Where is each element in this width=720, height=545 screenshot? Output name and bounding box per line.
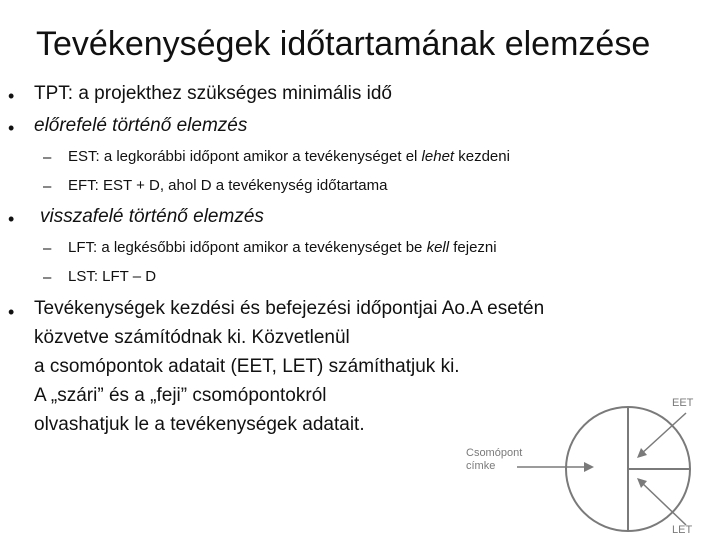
dash-marker: – — [43, 149, 52, 166]
bullet-dot: • — [8, 118, 15, 138]
paragraph-line: A „szári” és a „feji” csomópontokról — [34, 385, 327, 406]
bullet-forward-text: előrefelé történő elemzés — [34, 115, 248, 136]
node-label-line: címke — [466, 460, 496, 472]
sub-bullet-lst: LST: LFT – D — [68, 268, 157, 285]
bullet-backward-analysis — [40, 201, 264, 233]
bullet-dot: • — [8, 86, 15, 106]
bullet-dot: • — [8, 302, 15, 322]
lft-text-start: LFT: a legkésőbbi időpont amikor a tevékenységet be — [68, 239, 427, 256]
node-label-line: Csomópont — [466, 447, 523, 459]
lft-text-emphasis: kell — [426, 239, 450, 256]
dash-marker: – — [43, 240, 52, 257]
node-label-caption — [466, 447, 522, 473]
lft-text-end: fejezni — [449, 239, 497, 256]
paragraph-line: Tevékenységek kezdési és befejezési időpontjai Ao.A esetén — [34, 298, 545, 319]
sub-bullet-lft — [68, 233, 497, 263]
node-diagram — [460, 385, 720, 540]
sub-bullet-eft: EFT: EST + D, ahol D a tevékenység időtartama — [68, 177, 388, 194]
est-text-start: EST: a legkorábbi időpont amikor a tevékenységet el — [68, 148, 422, 165]
let-label: LET — [672, 524, 693, 536]
paragraph-line: olvashatjuk le a tevékenységek adatait. — [34, 414, 365, 435]
dash-marker: – — [43, 178, 52, 195]
bullet-dot: • — [8, 209, 15, 229]
bullet-tpt: TPT: a projekthez szükséges minimális idő — [34, 83, 392, 104]
sub-bullet-est — [68, 142, 510, 172]
bullet-forward-analysis — [34, 110, 247, 142]
eet-label: EET — [672, 397, 694, 409]
dash-marker: – — [43, 269, 52, 286]
est-text-emphasis: lehet — [421, 148, 455, 165]
bullet-backward-text: visszafelé történő elemzés — [40, 206, 264, 227]
paragraph-line: közvetve számítódnak ki. Közvetlenül — [34, 327, 350, 348]
est-text-end: kezdeni — [454, 148, 510, 165]
paragraph-line: a csomópontok adatait (EET, LET) számíthatjuk ki. — [34, 356, 460, 377]
slide-title: Tevékenységek időtartamának elemzése — [36, 25, 651, 63]
node-label-arrowhead — [584, 462, 594, 472]
